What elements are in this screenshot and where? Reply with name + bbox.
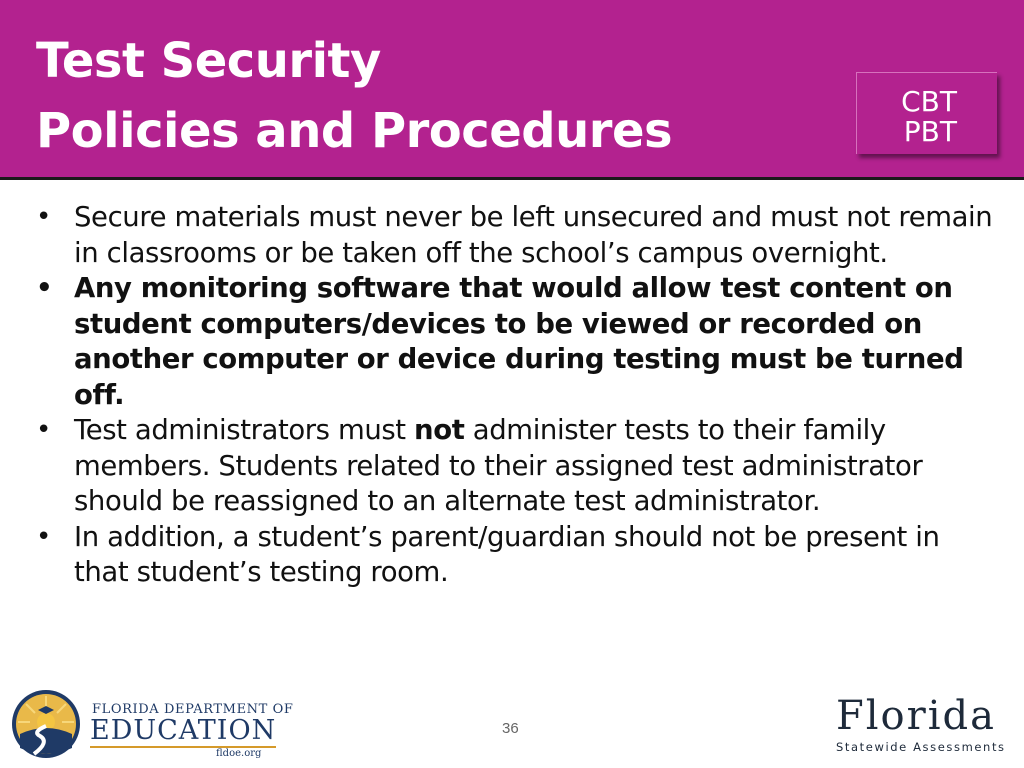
florida-doe-logo — [10, 688, 294, 764]
bullet-text: In addition, a student’s parent/guardian should not be present in that student’s testing room. — [74, 520, 940, 588]
bullet-dot: • — [36, 415, 51, 445]
bullet-emphasis: not — [414, 414, 465, 446]
fsa-logo-word: Florida — [836, 693, 996, 739]
bullet-text: Secure materials must never be left unsecured and must not remain in classrooms or be taken off the school’s campus overnight. — [74, 201, 993, 269]
badge-pbt: PBT — [903, 115, 957, 148]
slide-title — [36, 26, 672, 166]
florida-doe-seal-icon — [10, 688, 82, 760]
mode-badge — [856, 72, 997, 154]
bullet-text-end: administer tests to their family members. Students related to their assigned test administrator should be reassigned to an alternate test administrator. — [74, 414, 923, 517]
bullet-item — [36, 520, 996, 591]
header-divider — [0, 177, 1024, 180]
florida-statewide-assessments-logo — [836, 694, 1004, 758]
bullet-item — [36, 413, 996, 520]
bullet-item — [36, 271, 996, 413]
bullet-list — [36, 200, 996, 591]
bullet-item — [36, 200, 996, 271]
bullet-dot: • — [36, 202, 51, 232]
title-line-1: Test Security — [36, 33, 381, 89]
badge-cbt: CBT — [901, 85, 957, 118]
doe-logo-line2: EDUCATION — [90, 715, 277, 746]
bullet-dot: • — [36, 521, 51, 552]
title-line-2: Policies and Procedures — [36, 103, 673, 159]
page-number: 36 — [502, 720, 519, 737]
slide-header — [0, 0, 1024, 177]
bullet-text-start: Test administrators must — [74, 414, 415, 446]
bullet-dot: • — [36, 273, 53, 303]
fsa-logo-subtitle: Statewide Assessments — [836, 740, 1006, 754]
doe-logo-url: fldoe.org — [216, 748, 262, 759]
doe-logo-line1: FLORIDA DEPARTMENT OF — [92, 702, 294, 717]
bullet-text: Any monitoring software that would allow test content on student computers/devices to be viewed or recorded on another computer or device during testing must be turned off. — [74, 272, 964, 411]
